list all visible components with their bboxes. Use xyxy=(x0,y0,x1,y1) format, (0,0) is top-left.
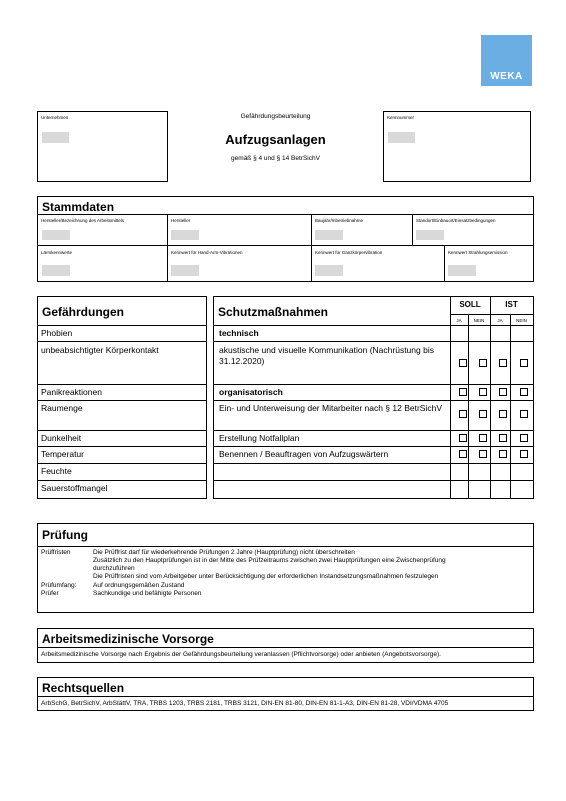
pruefer-text: Sachkundige und befähigte Personen xyxy=(93,590,202,597)
stamm-r2c1-label: Lärmkennwerte xyxy=(41,250,73,255)
sm-technisch: technisch xyxy=(219,328,259,338)
weka-logo xyxy=(481,35,532,86)
prueffristen-label: Prüffristen xyxy=(41,549,71,556)
unterweisung-soll-ja-checkbox[interactable] xyxy=(459,410,467,418)
ist-nein-header: NEIN xyxy=(516,318,527,323)
schutzmassnahmen-title: Schutzmaßnahmen xyxy=(218,305,329,319)
organisatorisch-ist-nein-checkbox[interactable] xyxy=(520,388,528,396)
kommunikation-soll-ja-checkbox[interactable] xyxy=(459,359,467,367)
stamm-r1c1-field[interactable] xyxy=(42,230,70,240)
id-number-field[interactable] xyxy=(388,132,415,143)
gef-item-phobien: Phobien xyxy=(41,328,73,338)
stamm-r2c4-field[interactable] xyxy=(448,265,476,276)
stamm-r1c3-label: Baujahr/Inbetriebnahme xyxy=(315,218,364,223)
notfallplan-ist-nein-checkbox[interactable] xyxy=(520,434,528,442)
sm-aufzugswaerter: Benennen / Beauftragen von Aufzugswärtern xyxy=(219,449,389,459)
rechtsquellen-title: Rechtsquellen xyxy=(42,681,125,695)
stamm-r2c4-label: Kennwert Strahlungsemission xyxy=(448,250,508,255)
kommunikation-soll-nein-checkbox[interactable] xyxy=(479,359,487,367)
notfallplan-ist-ja-checkbox[interactable] xyxy=(499,434,507,442)
stamm-r2c3-label: Kennwert für Ganzkörpervibration xyxy=(315,250,383,255)
kommunikation-ist-nein-checkbox[interactable] xyxy=(520,359,528,367)
company-field[interactable] xyxy=(42,132,69,143)
vorsorge-section xyxy=(37,628,534,663)
notfallplan-soll-ja-checkbox[interactable] xyxy=(459,434,467,442)
ist-ja-header: JA xyxy=(497,318,503,323)
sm-kommunikation: akustische und visuelle Kommunikation (Nachrüstung bis 31.12.2020) xyxy=(219,345,434,366)
logo-text: WEKA xyxy=(490,71,523,82)
stamm-r2c2-label: Kennwert für Hand-Arm-Vibrationen xyxy=(171,250,243,255)
stamm-r2c1-field[interactable] xyxy=(42,265,70,276)
id-number-box xyxy=(383,111,531,182)
notfallplan-soll-nein-checkbox[interactable] xyxy=(479,434,487,442)
company-label: Unternehmen xyxy=(41,115,69,120)
gef-item-sauerstoff: Sauerstoffmangel xyxy=(41,483,108,493)
aufzugswaerter-soll-ja-checkbox[interactable] xyxy=(459,450,467,458)
gefaehrdungen-title: Gefährdungen xyxy=(42,305,125,319)
stamm-r1c1-label: Hersteller/Bezeichnung des Arbeitsmittels xyxy=(41,218,125,223)
stammdaten-section xyxy=(37,196,534,282)
pruefumfang-text: Auf ordnungsgemäßen Zustand xyxy=(93,582,185,589)
gef-item-panik: Panikreaktionen xyxy=(41,387,102,397)
stamm-r2c3-field[interactable] xyxy=(315,265,343,276)
soll-nein-header: NEIN xyxy=(473,318,485,323)
stamm-r2c2-field[interactable] xyxy=(171,265,199,276)
stamm-r1c2-field[interactable] xyxy=(171,230,199,240)
gef-item-temperatur: Temperatur xyxy=(41,449,84,459)
id-number-label: Kennnummer xyxy=(387,115,415,120)
header-small-title: Gefährdungsbeurteilung xyxy=(240,113,311,120)
vorsorge-title: Arbeitsmedizinische Vorsorge xyxy=(42,632,214,646)
stammdaten-title: Stammdaten xyxy=(42,200,115,214)
rechtsquellen-text: ArbSchG, BetrSichV, ArbStättV, TRA, TRBS 1203, TRBS 2181, TRBS 3121, DIN-EN 81-80, DIN-EN 81-1-A3, DIN-EN 81-28, VDI/VDMA 4705 xyxy=(41,700,449,707)
ist-header: IST xyxy=(505,300,518,309)
stamm-r1c4-label: Standort/Einbauort/Einsatzbedingungen xyxy=(416,218,496,223)
pruefung-line4: Die Prüffristen sind vom Arbeitgeber unter Berücksichtigung der erforderlichen Instandsetzungsmaßnahmen festzulegen xyxy=(93,573,439,580)
stamm-r1c2-label: Hersteller xyxy=(171,218,191,223)
pruefumfang-label: Prüfumfang: xyxy=(41,582,77,589)
stamm-r1c3-field[interactable] xyxy=(315,230,343,240)
soll-ja-header: JA xyxy=(456,318,462,323)
pruefung-title: Prüfung xyxy=(42,528,88,542)
gef-item-dunkelheit: Dunkelheit xyxy=(41,433,82,443)
aufzugswaerter-ist-nein-checkbox[interactable] xyxy=(520,450,528,458)
rechtsquellen-section xyxy=(37,677,534,711)
company-box xyxy=(37,111,168,182)
organisatorisch-soll-nein-checkbox[interactable] xyxy=(479,388,487,396)
kommunikation-ist-ja-checkbox[interactable] xyxy=(499,359,507,367)
unterweisung-ist-ja-checkbox[interactable] xyxy=(499,410,507,418)
sm-organisatorisch: organisatorisch xyxy=(219,387,283,397)
gef-item-koerperkontakt: unbeabsichtigter Körperkontakt xyxy=(41,345,159,355)
stamm-r1c4-field[interactable] xyxy=(416,230,444,240)
gef-item-raumenge: Raumenge xyxy=(41,403,83,413)
vorsorge-text: Arbeitsmedizinische Vorsorge nach Ergebnis der Gefährdungsbeurteilung veranlassen (Pflichtvorsorge) oder anbieten (Angebotsvorsorge). xyxy=(41,651,441,658)
page-subtitle: gemäß § 4 und § 14 BetrSichV xyxy=(231,155,320,162)
pruefung-line1: Die Prüffrist darf für wiederkehrende Prüfungen 2 Jahre (Hauptprüfung) nicht überschreiten xyxy=(93,549,355,556)
sm-notfallplan: Erstellung Notfallplan xyxy=(219,433,300,443)
soll-header: SOLL xyxy=(459,300,481,309)
unterweisung-ist-nein-checkbox[interactable] xyxy=(520,410,528,418)
aufzugswaerter-soll-nein-checkbox[interactable] xyxy=(479,450,487,458)
organisatorisch-ist-ja-checkbox[interactable] xyxy=(499,388,507,396)
schutzmassnahmen-box xyxy=(213,296,534,499)
unterweisung-soll-nein-checkbox[interactable] xyxy=(479,410,487,418)
gef-item-feuchte: Feuchte xyxy=(41,466,72,476)
aufzugswaerter-ist-ja-checkbox[interactable] xyxy=(499,450,507,458)
pruefer-label: Prüfer xyxy=(41,590,59,597)
pruefung-section xyxy=(37,523,534,613)
sm-unterweisung: Ein- und Unterweisung der Mitarbeiter nach § 12 BetrSichV xyxy=(219,403,443,413)
organisatorisch-soll-ja-checkbox[interactable] xyxy=(459,388,467,396)
pruefung-line2: Zusätzlich zu den Hauptprüfungen ist in der Mitte des Prüfzeitraums zwischen zwei Hauptprüfungen eine Zwischenprüfung xyxy=(93,557,446,564)
pruefung-line3: durchzuführen xyxy=(93,565,135,572)
page-title: Aufzugsanlagen xyxy=(225,132,326,147)
gefaehrdungen-box xyxy=(37,296,207,499)
